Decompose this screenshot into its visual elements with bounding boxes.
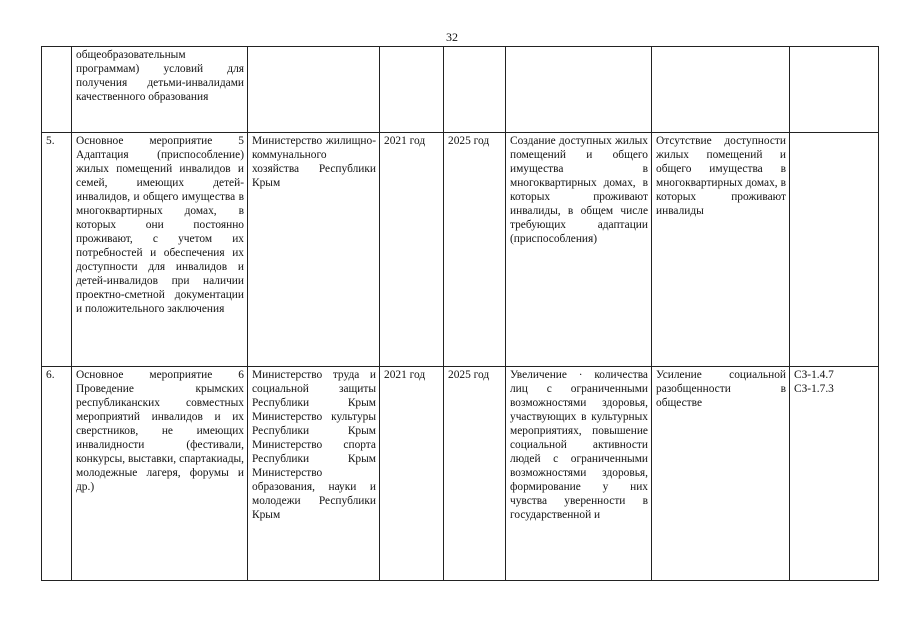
activity-cell: общеобразовательным программам) условий для получения детьми-инвалидами качественного образования <box>72 47 248 133</box>
page-number: 32 <box>446 30 458 44</box>
executor-cell: Министерство жилищно-коммунального хозяйства Республики Крым <box>248 133 380 367</box>
row-number-cell <box>42 47 72 133</box>
consequence-cell <box>652 47 790 133</box>
indicator-cell <box>790 133 879 367</box>
start-year-cell: 2021 год <box>380 367 444 581</box>
end-year-cell: 2025 год <box>444 367 506 581</box>
executor-cell: Министерство труда и социальной защиты Республики Крым Министерство культуры Республики Крым Министерство спорта Республики Крым Министерство образования, науки и молодежи Республики Крым <box>248 367 380 581</box>
end-year-cell: 2025 год <box>444 133 506 367</box>
indicator-code: СЗ-1.4.7 <box>794 369 834 381</box>
table-row <box>42 367 879 581</box>
activity-cell: Основное мероприятие 5 Адаптация (приспособление) жилых помещений инвалидов и семей, имеющих детей-инвалидов, и общего имущества в многоквартирных домах, в которых они постоянно проживают, с учетом их потребностей и обеспечения их доступности для инвалидов и детей-инвалидов при наличии проектно-сметной документации и положительного заключения <box>72 133 248 367</box>
end-year-cell <box>444 47 506 133</box>
indicator-cell <box>790 367 879 581</box>
expected-result-cell <box>506 47 652 133</box>
row-number-cell: 5. <box>42 133 72 367</box>
start-year-cell <box>380 47 444 133</box>
table-row <box>42 47 879 133</box>
row-number-cell: 6. <box>42 367 72 581</box>
table-row <box>42 133 879 367</box>
expected-result-cell: Увеличение · количества лиц с ограниченными возможностями здоровья, участвующих в культурных мероприятиях, повышение социальной активности людей с ограниченными возможностями здоровья, формирование у них чувства уверенности в государственной и <box>506 367 652 581</box>
start-year-cell: 2021 год <box>380 133 444 367</box>
consequence-cell: Усиление социальной разобщенности в обществе <box>652 367 790 581</box>
executor-cell <box>248 47 380 133</box>
expected-result-cell: Создание доступных жилых помещений и общего имущества в многоквартирных домах, в которых проживают инвалиды, в общем числе требующих адаптации (приспособления) <box>506 133 652 367</box>
activity-cell: Основное мероприятие 6 Проведение крымских республиканских совместных мероприятий инвалидов и их сверстников, не имеющих инвалидности (фестивали, конкурсы, выставки, спартакиады, молодежные лагеря, форумы и др.) <box>72 367 248 581</box>
measures-table <box>41 46 879 581</box>
consequence-cell: Отсутствие доступности жилых помещений и общего имущества в многоквартирных домах, в которых проживают инвалиды <box>652 133 790 367</box>
indicator-code: СЗ-1.7.3 <box>794 383 834 395</box>
indicator-cell <box>790 47 879 133</box>
